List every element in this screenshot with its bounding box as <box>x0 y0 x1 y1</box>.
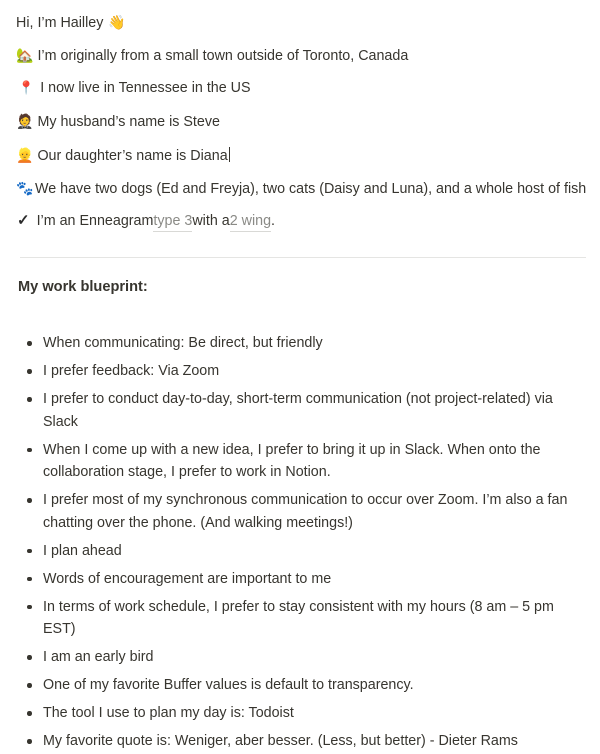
list-item[interactable]: When I come up with a new idea, I prefer to bring it up in Slack. When onto the collaboration stage, I prefer to work in Notion. <box>16 438 584 485</box>
enneagram-middle: with a <box>192 213 230 229</box>
intro-block <box>16 0 587 235</box>
check-mark-icon: ✓ <box>17 212 30 229</box>
intro-line-origin[interactable] <box>16 44 584 68</box>
enneagram-wing-link[interactable]: 2 wing <box>230 212 271 232</box>
pets-text: We have two dogs (Ed and Freyja), two cats (Daisy and Luna), and a whole host of fish <box>35 180 587 197</box>
list-item[interactable]: One of my favorite Buffer values is default to transparency. <box>16 673 584 698</box>
list-item[interactable]: The tool I use to plan my day is: Todoist <box>16 701 584 726</box>
list-item[interactable]: In terms of work schedule, I prefer to stay consistent with my hours (8 am – 5 pm EST) <box>16 595 584 642</box>
intro-line-enneagram[interactable] <box>16 209 584 235</box>
intro-line-location[interactable] <box>16 76 584 101</box>
paw-prints-icon: 🐾 <box>16 180 34 197</box>
intro-line-daughter[interactable] <box>16 142 584 168</box>
greeting-text: Hi, I’m Hailley <box>16 15 104 31</box>
work-blueprint-heading: My work blueprint: <box>18 279 148 295</box>
list-item[interactable]: I plan ahead <box>16 539 584 564</box>
intro-line-pets[interactable] <box>16 177 587 201</box>
waving-hand-icon: 👋 <box>108 15 126 31</box>
origin-text: I’m originally from a small town outside of Toronto, Canada <box>37 47 409 64</box>
round-pushpin-icon: 📍 <box>18 81 35 96</box>
list-item[interactable]: My favorite quote is: Weniger, aber besser. (Less, but better) - Dieter Rams <box>16 729 584 754</box>
intro-line-greeting[interactable] <box>16 11 584 35</box>
enneagram-suffix: . <box>271 213 276 229</box>
intro-line-husband[interactable] <box>16 110 584 134</box>
house-with-garden-icon: 🏡 <box>16 47 34 64</box>
enneagram-prefix: I’m an Enneagram <box>36 213 154 229</box>
list-item[interactable]: I am an early bird <box>16 645 584 670</box>
enneagram-type-link[interactable]: type 3 <box>153 212 192 232</box>
husband-text: My husband’s name is Steve <box>37 113 220 130</box>
list-item[interactable]: Words of encouragement are important to me <box>16 567 584 592</box>
list-item[interactable]: When communicating: Be direct, but friendly <box>16 331 584 356</box>
text-cursor <box>229 147 230 162</box>
list-item[interactable]: I prefer to conduct day-to-day, short-term communication (not project-related) via Slack <box>16 387 584 434</box>
list-item[interactable]: I prefer most of my synchronous communication to occur over Zoom. I’m also a fan chatting over the phone. (And walking meetings!) <box>16 488 584 535</box>
work-blueprint-list <box>16 331 584 754</box>
daughter-text: Our daughter’s name is Diana <box>37 148 228 164</box>
location-text: I now live in Tennessee in the US <box>40 80 251 96</box>
divider-line <box>20 257 586 258</box>
list-item[interactable]: I prefer feedback: Via Zoom <box>16 359 584 384</box>
person-in-tuxedo-icon: 🤵 <box>16 113 34 130</box>
blond-haired-person-icon: 👱 <box>16 148 34 164</box>
section-divider <box>16 257 584 258</box>
